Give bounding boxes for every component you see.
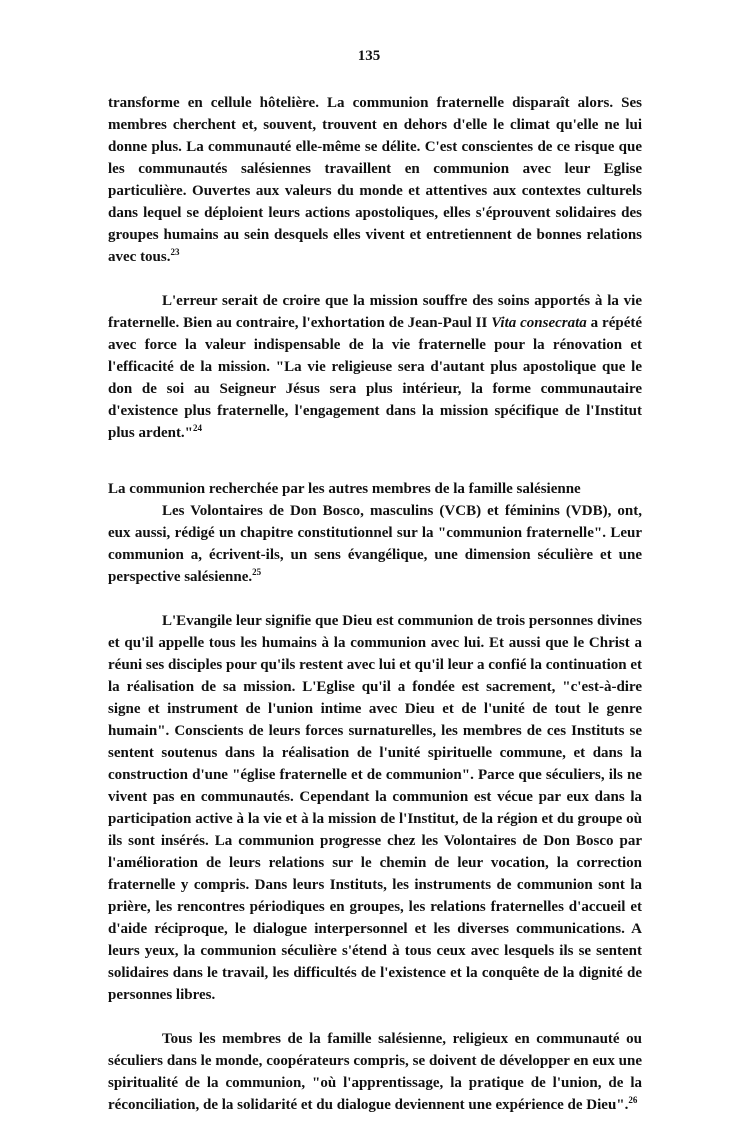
paragraph-text: L'erreur serait de croire que la mission souffre des soins apportés à la vie fraternelle. Bien au contraire, l'exhortation de Jean-Paul II bbox=[108, 293, 642, 331]
document-body bbox=[108, 92, 642, 1138]
paragraph-text: Tous les membres de la famille salésienne, religieux en communauté ou séculiers dans le monde, coopérateurs compris, se doivent de développer en eux une spiritualité de la communion, "où l'apprentissage, la pratique de l'union, de la réconciliation, de la solidarité et du dialogue deviennent une expérience de Dieu". bbox=[108, 1031, 642, 1113]
page-number: 135 bbox=[357, 48, 381, 64]
paragraph-text: transforme en cellule hôtelière. La communion fraternelle disparaît alors. Ses membres cherchent et, souvent, trouvent en dehors d'elle le climat qu'elle ne lui donne plus. La communauté elle-même se délite. C'est conscientes de ce risque que les communautés salésiennes travaillent en communion avec leur Eglise particulière. Ouvertes aux valeurs du monde et attentives aux contextes culturels dans lequel se déploient leurs actions apostoliques, elles s'éprouvent solidaires des groupes humains au sein desquels elles vivent et entretiennent de bonnes relations avec tous. bbox=[108, 95, 642, 265]
paragraph-gospel bbox=[108, 610, 642, 1006]
paragraph-text: L'Evangile leur signifie que Dieu est communion de trois personnes divines et qu'il appelle tous les humains à la communion avec lui. Et aussi que le Christ a réuni ses disciples pour qu'ils restent avec lui et qu'il leur a confié la continuation et la réalisation de sa mission. L'Eglise qu'il a fondée est sacrement, "c'est-à-dire signe et instrument de l'union intime avec Dieu et de l'unité de tout le genre humain". Conscients de leurs forces surnaturelles, les membres de ces Instituts se sentent soutenus dans la réalisation de l'unité spirituelle commune, et dans la construction d'une "église fraternelle et de communion". Parce que séculiers, ils ne vivent pas en communautés. Cependant la communion est vécue par eux dans la participation active à la vie et à la mission de l'Institut, de la région et du groupe où ils sont insérés. La communion progresse chez les Volontaires de Don Bosco par l'amélioration de leurs relations sur le chemin de leur vocation, la correction fraternelle y compris. Dans leurs Instituts, les instruments de communion sont la prière, les rencontres périodiques en groupes, les relations fraternelles d'accueil et d'aide réciproque, le dialogue interpersonnel et les diverses communications. A leurs yeux, la communion séculière s'étend à tous ceux avec lesquels ils se sentent solidaires dans le travail, les difficultés de l'existence et la conquête de la dignité de personnes libres. bbox=[108, 613, 642, 1003]
paragraph-text: a répété avec force la valeur indispensable de la vie fraternelle pour la rénovation et l'efficacité de la mission. "La vie religieuse sera d'autant plus apostolique que le don de soi au Seigneur Jésus sera plus intérieur, la forme communautaire d'existence plus fraternelle, l'engagement dans la mission spécifique de l'Institut plus ardent." bbox=[108, 315, 643, 441]
footnote-marker: 25 bbox=[252, 567, 262, 577]
footnote-marker: 23 bbox=[170, 247, 180, 257]
section-heading: La communion recherchée par les autres membres de la famille salésienne bbox=[108, 481, 581, 497]
paragraph-mission bbox=[108, 290, 642, 444]
footnote-marker: 26 bbox=[628, 1095, 638, 1105]
paragraph-family bbox=[108, 1028, 642, 1116]
paragraph-volunteers bbox=[108, 500, 642, 588]
paragraph-text: Les Volontaires de Don Bosco, masculins (VCB) et féminins (VDB), ont, eux aussi, rédigé un chapitre constitutionnel sur la "communion fraternelle". Leur communion a, écrivent-ils, un sens évangélique, une dimension séculière et une perspective salésienne. bbox=[108, 503, 642, 585]
paragraph-communities bbox=[108, 92, 642, 268]
italic-title: Vita consecrata bbox=[491, 315, 587, 331]
footnote-marker: 24 bbox=[193, 423, 203, 433]
